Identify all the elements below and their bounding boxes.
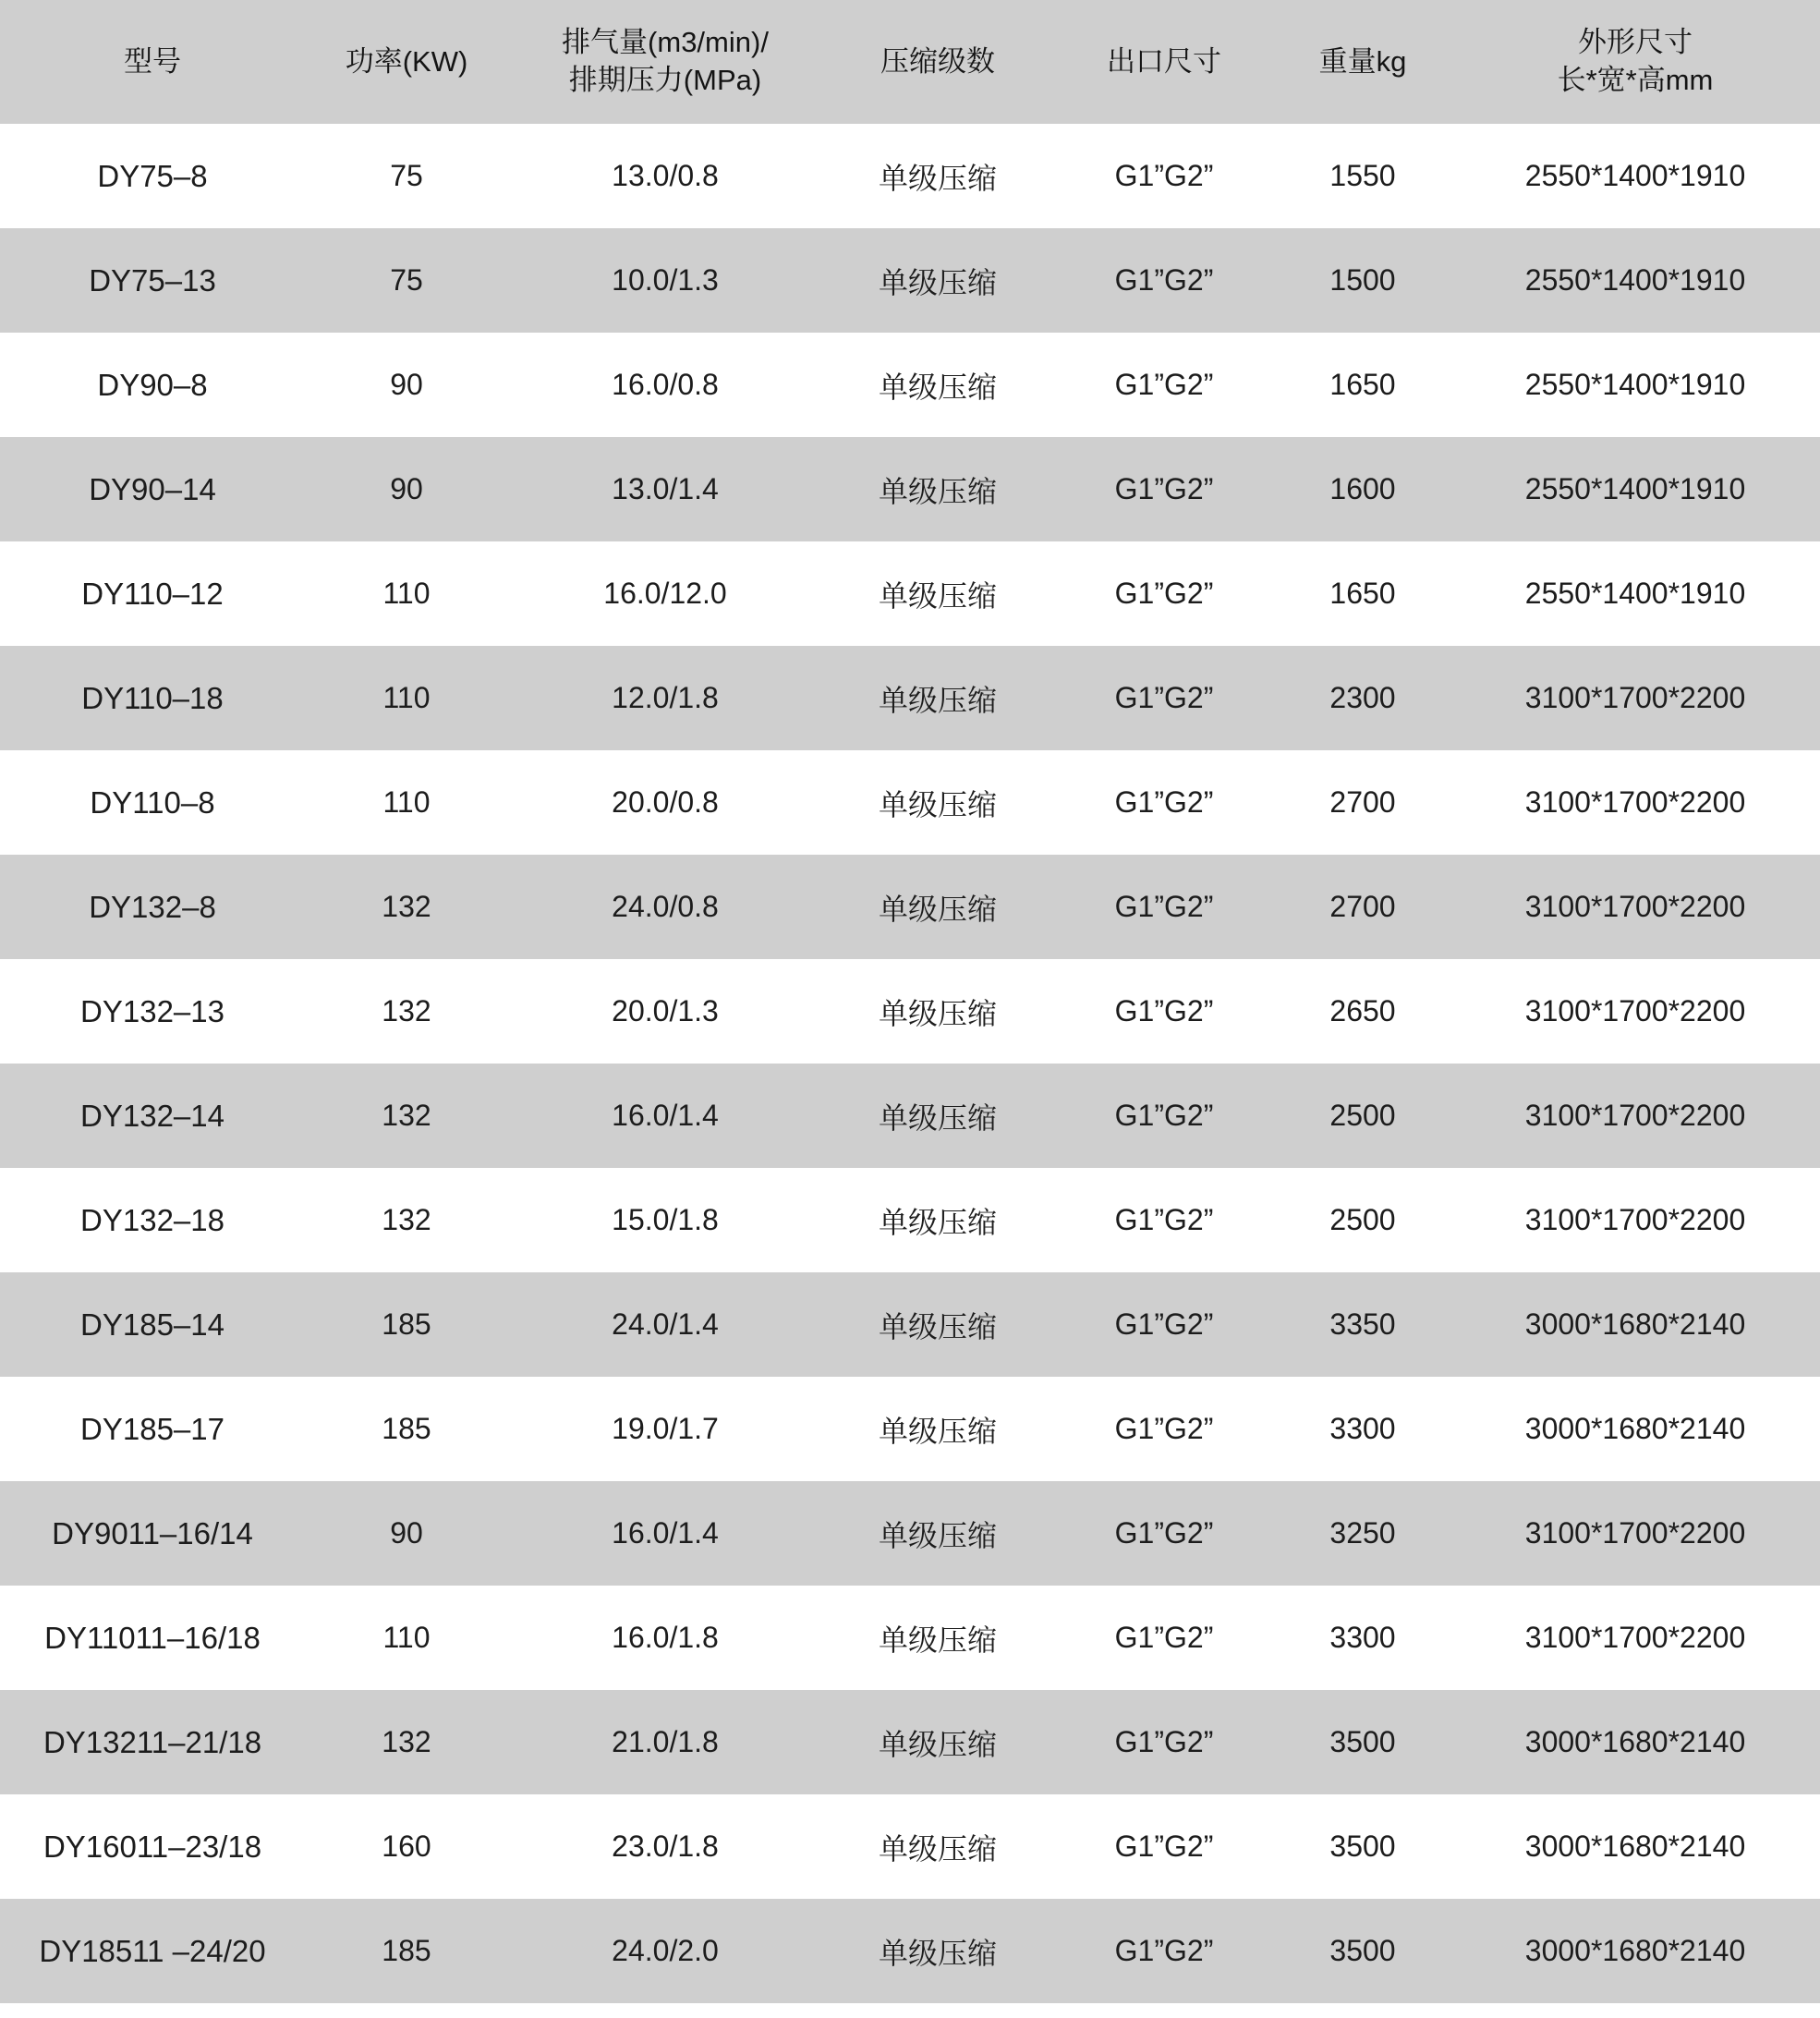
cell-value: 单级压缩	[822, 1481, 1053, 1586]
cell-value: 160	[305, 1794, 508, 1899]
cell-value: 单级压缩	[822, 646, 1053, 750]
cell-value: 单级压缩	[822, 1272, 1053, 1377]
column-header-line: 外形尺寸	[1578, 26, 1693, 59]
cell-model: DY132–14	[0, 1064, 305, 1168]
cell-value: 24.0/0.8	[508, 855, 822, 959]
cell-value: 单级压缩	[822, 437, 1053, 541]
column-header-line: 型号	[124, 44, 181, 78]
cell-value: 132	[305, 1690, 508, 1794]
cell-value: 132	[305, 1064, 508, 1168]
column-header-line: 长*宽*高mm	[1557, 64, 1714, 96]
cell-value: 单级压缩	[822, 1690, 1053, 1794]
cell-value: 3100*1700*2200	[1450, 646, 1820, 750]
column-header-1	[305, 0, 508, 124]
table-row	[0, 750, 1820, 855]
cell-value: 12.0/1.8	[508, 646, 822, 750]
cell-value: 单级压缩	[822, 855, 1053, 959]
cell-value: 20.0/1.3	[508, 959, 822, 1064]
cell-value: 132	[305, 959, 508, 1064]
cell-value: 单级压缩	[822, 228, 1053, 333]
column-header-line: 排期压力(MPa)	[568, 64, 762, 96]
cell-model: DY9011–16/14	[0, 1481, 305, 1586]
cell-value: G1”G2”	[1053, 333, 1275, 437]
column-header-2	[508, 0, 822, 124]
cell-value: G1”G2”	[1053, 1586, 1275, 1690]
cell-value: 24.0/2.0	[508, 1899, 822, 2003]
cell-value: 2550*1400*1910	[1450, 541, 1820, 646]
cell-value: 3500	[1275, 1794, 1450, 1899]
table-row	[0, 1481, 1820, 1586]
column-header-line: 排气量(m3/min)/	[562, 26, 769, 59]
table-row	[0, 333, 1820, 437]
cell-value: 21.0/1.8	[508, 1690, 822, 1794]
cell-value: 单级压缩	[822, 1586, 1053, 1690]
cell-value: 2550*1400*1910	[1450, 228, 1820, 333]
cell-value: 3100*1700*2200	[1450, 959, 1820, 1064]
table-row	[0, 1794, 1820, 1899]
table-row	[0, 1064, 1820, 1168]
table-row	[0, 1899, 1820, 2003]
cell-value: 1650	[1275, 541, 1450, 646]
cell-value: G1”G2”	[1053, 1377, 1275, 1481]
cell-value: 185	[305, 1377, 508, 1481]
column-header-4	[1053, 0, 1275, 124]
cell-model: DY90–14	[0, 437, 305, 541]
cell-value: 185	[305, 1899, 508, 2003]
cell-value: G1”G2”	[1053, 541, 1275, 646]
cell-value: G1”G2”	[1053, 1690, 1275, 1794]
cell-value: 23.0/1.8	[508, 1794, 822, 1899]
cell-model: DY75–8	[0, 124, 305, 228]
cell-value: G1”G2”	[1053, 646, 1275, 750]
cell-value: 2550*1400*1910	[1450, 437, 1820, 541]
column-header-line: 出口尺寸	[1107, 44, 1221, 78]
cell-value: 16.0/1.4	[508, 1064, 822, 1168]
cell-value: 单级压缩	[822, 959, 1053, 1064]
cell-value: 90	[305, 333, 508, 437]
cell-value: 110	[305, 646, 508, 750]
cell-value: 3500	[1275, 1690, 1450, 1794]
cell-value: 单级压缩	[822, 1794, 1053, 1899]
cell-value: G1”G2”	[1053, 124, 1275, 228]
table-row	[0, 1168, 1820, 1272]
cell-value: 2300	[1275, 646, 1450, 750]
cell-value: G1”G2”	[1053, 750, 1275, 855]
table-row	[0, 228, 1820, 333]
cell-value: 单级压缩	[822, 333, 1053, 437]
cell-value: 1550	[1275, 124, 1450, 228]
cell-value: 3000*1680*2140	[1450, 1377, 1820, 1481]
cell-value: G1”G2”	[1053, 228, 1275, 333]
cell-value: 3100*1700*2200	[1450, 855, 1820, 959]
cell-value: 16.0/12.0	[508, 541, 822, 646]
table-row	[0, 646, 1820, 750]
cell-value: 3000*1680*2140	[1450, 1690, 1820, 1794]
cell-value: 单级压缩	[822, 1168, 1053, 1272]
cell-value: 132	[305, 855, 508, 959]
cell-value: 24.0/1.4	[508, 1272, 822, 1377]
cell-value: G1”G2”	[1053, 437, 1275, 541]
cell-model: DY132–8	[0, 855, 305, 959]
cell-value: 90	[305, 1481, 508, 1586]
cell-value: 2550*1400*1910	[1450, 333, 1820, 437]
cell-model: DY110–18	[0, 646, 305, 750]
cell-value: G1”G2”	[1053, 855, 1275, 959]
cell-value: 110	[305, 750, 508, 855]
column-header-3	[822, 0, 1053, 124]
cell-value: 单级压缩	[822, 541, 1053, 646]
column-header-6	[1450, 0, 1820, 124]
cell-model: DY185–17	[0, 1377, 305, 1481]
cell-value: 单级压缩	[822, 1899, 1053, 2003]
cell-value: 3300	[1275, 1586, 1450, 1690]
cell-value: 75	[305, 228, 508, 333]
cell-model: DY18511 –24/20	[0, 1899, 305, 2003]
cell-value: 3500	[1275, 1899, 1450, 2003]
cell-value: G1”G2”	[1053, 1272, 1275, 1377]
cell-value: 单级压缩	[822, 1377, 1053, 1481]
cell-value: G1”G2”	[1053, 1794, 1275, 1899]
cell-value: 2500	[1275, 1064, 1450, 1168]
table-row	[0, 1586, 1820, 1690]
cell-value: 20.0/0.8	[508, 750, 822, 855]
cell-model: DY90–8	[0, 333, 305, 437]
cell-value: 3250	[1275, 1481, 1450, 1586]
cell-value: 3300	[1275, 1377, 1450, 1481]
table-row	[0, 1272, 1820, 1377]
cell-model: DY11011–16/18	[0, 1586, 305, 1690]
cell-value: 19.0/1.7	[508, 1377, 822, 1481]
column-header-line: 重量kg	[1318, 44, 1407, 78]
cell-value: 110	[305, 541, 508, 646]
table-row	[0, 124, 1820, 228]
cell-value: 3100*1700*2200	[1450, 1586, 1820, 1690]
column-header-line: 压缩级数	[880, 44, 995, 78]
cell-value: 185	[305, 1272, 508, 1377]
cell-model: DY16011–23/18	[0, 1794, 305, 1899]
table-body	[0, 124, 1820, 2003]
cell-model: DY132–13	[0, 959, 305, 1064]
cell-value: 3100*1700*2200	[1450, 750, 1820, 855]
cell-value: 3000*1680*2140	[1450, 1272, 1820, 1377]
cell-value: G1”G2”	[1053, 1168, 1275, 1272]
cell-value: 3000*1680*2140	[1450, 1794, 1820, 1899]
cell-value: 3000*1680*2140	[1450, 1899, 1820, 2003]
cell-value: 1500	[1275, 228, 1450, 333]
table-row	[0, 855, 1820, 959]
cell-value: 75	[305, 124, 508, 228]
table-row	[0, 1377, 1820, 1481]
cell-model: DY13211–21/18	[0, 1690, 305, 1794]
cell-value: 2500	[1275, 1168, 1450, 1272]
table-row	[0, 1690, 1820, 1794]
cell-value: 2650	[1275, 959, 1450, 1064]
cell-value: G1”G2”	[1053, 959, 1275, 1064]
cell-value: 13.0/0.8	[508, 124, 822, 228]
cell-value: G1”G2”	[1053, 1064, 1275, 1168]
cell-value: 110	[305, 1586, 508, 1690]
cell-value: 3100*1700*2200	[1450, 1064, 1820, 1168]
cell-value: 2700	[1275, 855, 1450, 959]
cell-value: G1”G2”	[1053, 1899, 1275, 2003]
column-header-5	[1275, 0, 1450, 124]
cell-value: 16.0/1.4	[508, 1481, 822, 1586]
cell-model: DY110–8	[0, 750, 305, 855]
cell-model: DY110–12	[0, 541, 305, 646]
table-header	[0, 0, 1820, 124]
table-row	[0, 437, 1820, 541]
cell-value: 10.0/1.3	[508, 228, 822, 333]
cell-value: 132	[305, 1168, 508, 1272]
table-row	[0, 959, 1820, 1064]
cell-value: 1600	[1275, 437, 1450, 541]
cell-value: 1650	[1275, 333, 1450, 437]
cell-model: DY185–14	[0, 1272, 305, 1377]
cell-model: DY132–18	[0, 1168, 305, 1272]
cell-value: 16.0/0.8	[508, 333, 822, 437]
cell-value: 15.0/1.8	[508, 1168, 822, 1272]
cell-value: 3100*1700*2200	[1450, 1481, 1820, 1586]
cell-value: 2700	[1275, 750, 1450, 855]
cell-value: 90	[305, 437, 508, 541]
cell-value: 16.0/1.8	[508, 1586, 822, 1690]
cell-model: DY75–13	[0, 228, 305, 333]
cell-value: 13.0/1.4	[508, 437, 822, 541]
header-row	[0, 0, 1820, 124]
cell-value: G1”G2”	[1053, 1481, 1275, 1586]
cell-value: 3100*1700*2200	[1450, 1168, 1820, 1272]
cell-value: 单级压缩	[822, 750, 1053, 855]
column-header-0	[0, 0, 305, 124]
cell-value: 3350	[1275, 1272, 1450, 1377]
column-header-line: 功率(KW)	[345, 44, 468, 78]
cell-value: 单级压缩	[822, 1064, 1053, 1168]
cell-value: 单级压缩	[822, 124, 1053, 228]
table-row	[0, 541, 1820, 646]
cell-value: 2550*1400*1910	[1450, 124, 1820, 228]
